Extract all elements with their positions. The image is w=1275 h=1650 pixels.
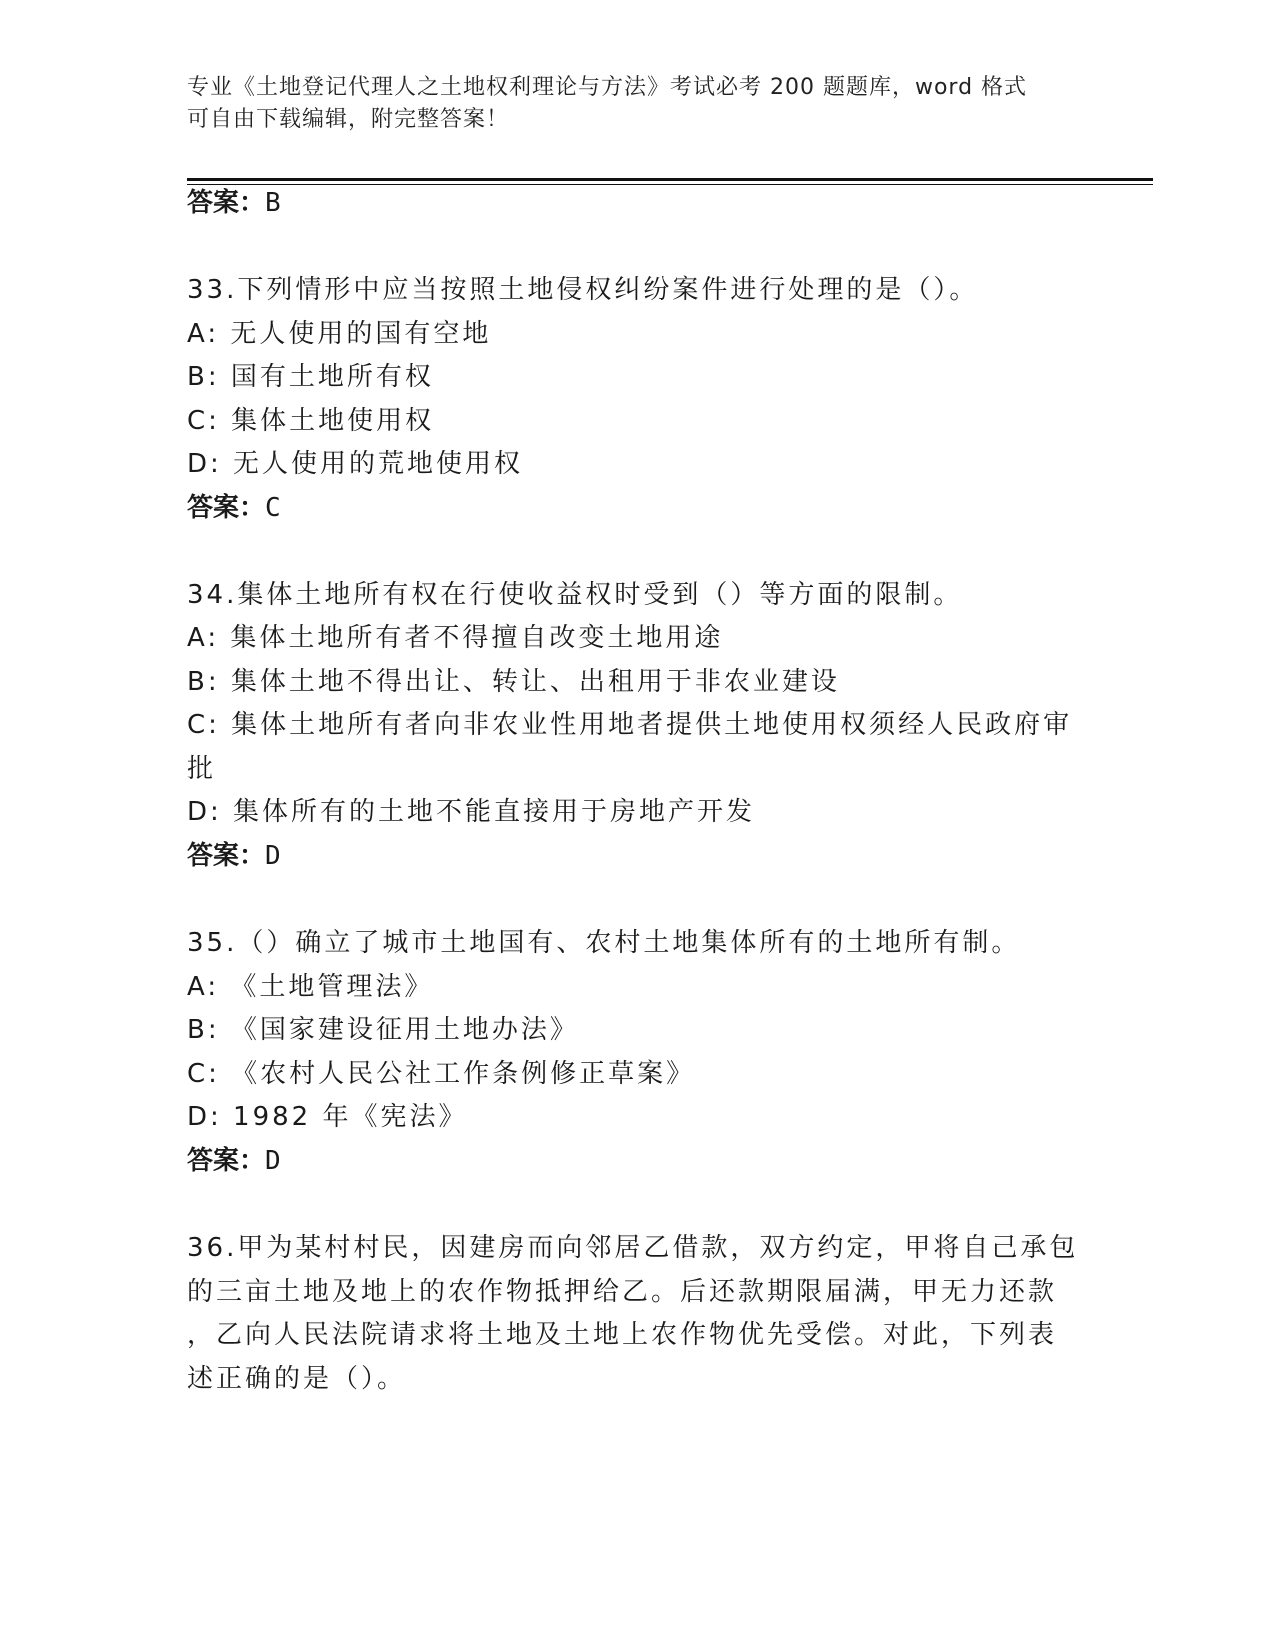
question-33-option-d: D: 无人使用的荒地使用权 <box>187 449 524 479</box>
question-35-option-c: C: 《农村人民公社工作条例修正草案》 <box>187 1059 696 1089</box>
answer-value: D <box>265 1146 281 1176</box>
question-36-stem-line-1: 36.甲为某村村民，因建房而向邻居乙借款，双方约定，甲将自己承包 <box>187 1233 1079 1263</box>
header-line-2: 可自由下载编辑，附完整答案！ <box>187 107 510 132</box>
page-header <box>187 72 1067 136</box>
header-divider-thin <box>187 184 1153 185</box>
answer-label: 答案： <box>187 188 266 218</box>
question-33-option-c: C: 集体土地使用权 <box>187 406 435 436</box>
header-line-1: 专业《土地登记代理人之土地权利理论与方法》考试必考 200 题题库，word 格式 <box>187 75 1028 100</box>
question-34-stem: 34.集体土地所有权在行使收益权时受到（）等方面的限制。 <box>187 580 963 610</box>
answer-label: 答案： <box>187 1146 266 1176</box>
question-36-stem-line-4: 述正确的是（）。 <box>187 1364 407 1394</box>
question-34-option-a: A: 集体土地所有者不得擅自改变土地用途 <box>187 623 724 653</box>
question-36-stem-line-3: ，乙向人民法院请求将土地及土地上农作物优先受偿。对此，下列表 <box>187 1320 1058 1350</box>
answer-value: C <box>265 493 281 523</box>
question-33-stem: 33.下列情形中应当按照土地侵权纠纷案件进行处理的是（）。 <box>187 275 979 305</box>
header-divider-thick <box>187 178 1153 181</box>
question-34-option-c-line-2: 批 <box>187 754 217 784</box>
question-35-answer <box>187 1144 281 1178</box>
question-34-option-d: D: 集体所有的土地不能直接用于房地产开发 <box>187 797 756 827</box>
question-34-answer <box>187 839 281 873</box>
question-34-option-c-line-1: C: 集体土地所有者向非农业性用地者提供土地使用权须经人民政府审 <box>187 710 1073 740</box>
question-35-option-b: B: 《国家建设征用土地办法》 <box>187 1015 579 1045</box>
question-34-option-b: B: 集体土地不得出让、转让、出租用于非农业建设 <box>187 667 840 697</box>
answer-value: B <box>265 188 281 218</box>
question-35-stem: 35.（）确立了城市土地国有、农村土地集体所有的土地所有制。 <box>187 928 1021 958</box>
answer-prev <box>187 186 281 220</box>
answer-label: 答案： <box>187 841 266 871</box>
question-35-option-d: D: 1982 年《宪法》 <box>187 1102 468 1132</box>
question-33-option-a: A: 无人使用的国有空地 <box>187 319 492 349</box>
answer-label: 答案： <box>187 493 266 523</box>
answer-value: D <box>265 841 281 871</box>
question-36-stem-line-2: 的三亩土地及地上的农作物抵押给乙。后还款期限届满，甲无力还款 <box>187 1277 1058 1307</box>
question-35-option-a: A: 《土地管理法》 <box>187 972 434 1002</box>
question-33-option-b: B: 国有土地所有权 <box>187 362 434 392</box>
question-33-answer <box>187 491 281 525</box>
